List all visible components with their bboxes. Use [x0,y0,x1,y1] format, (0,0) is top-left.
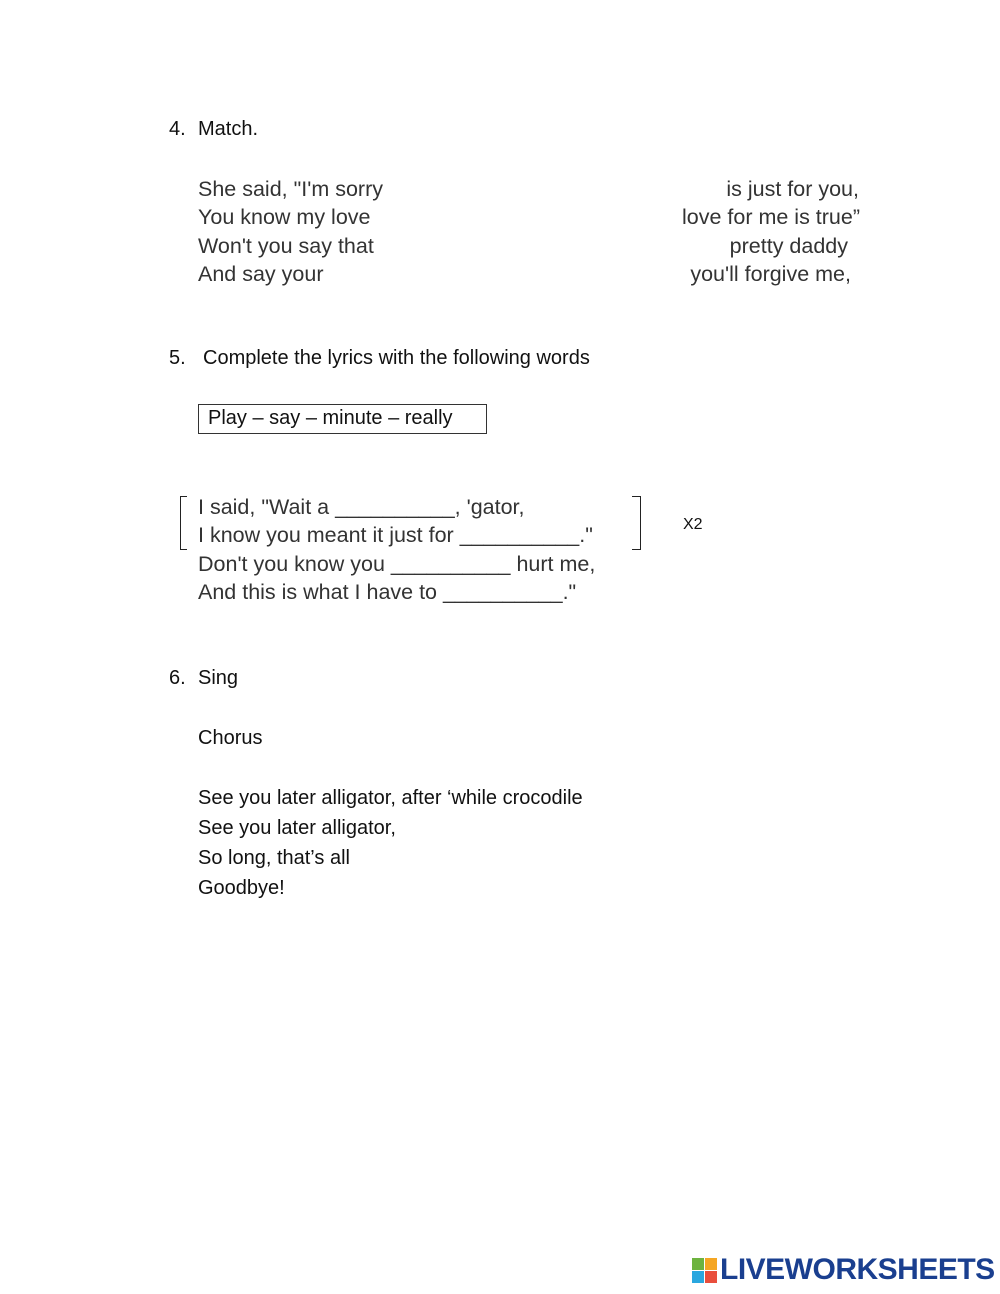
chorus-line-2: See you later alligator, [198,817,396,839]
match-right-3: pretty daddy [729,234,848,258]
section-5-title: Complete the lyrics with the following words [203,347,590,369]
logo-block-4 [705,1271,717,1283]
repeat-bracket-right [632,496,641,550]
match-right-4: you'll forgive me, [690,262,851,286]
logo-block-2 [705,1258,717,1270]
liveworksheets-logo[interactable] [692,1254,995,1286]
section-5-number: 5. [169,347,186,369]
match-left-4: And say your [198,262,324,286]
section-6-title: Sing [198,667,239,689]
repeat-x2-label: X2 [683,516,703,533]
section-4-number: 4. [169,118,186,140]
repeat-bracket-left [180,496,187,550]
chorus-line-4: Goodbye! [198,877,285,899]
match-left-3: Won't you say that [198,234,374,258]
match-right-1: is just for you, [726,177,859,201]
match-left-1: She said, "I'm sorry [198,177,383,201]
section-4-title: Match. [198,118,259,140]
logo-text: LIVEWORKSHEETS [720,1253,995,1286]
chorus-line-3: So long, that’s all [198,847,350,869]
chorus-line-1: See you later alligator, after ‘while crocodile [198,787,583,809]
section-6-number: 6. [169,667,186,689]
lyric-line-2: I know you meant it just for __________." [198,523,593,547]
logo-blocks-icon [692,1258,717,1283]
word-bank-text: Play – say – minute – really [208,407,453,429]
lyric-line-4: And this is what I have to __________." [198,580,577,604]
lyric-line-1: I said, "Wait a __________, 'gator, [198,495,525,519]
match-right-2: love for me is true” [681,205,860,229]
word-bank-box [198,404,487,434]
lyric-line-3: Don't you know you __________ hurt me, [198,552,596,576]
logo-block-1 [692,1258,704,1270]
logo-block-3 [692,1271,704,1283]
match-left-2: You know my love [198,205,371,229]
chorus-label: Chorus [198,727,263,749]
